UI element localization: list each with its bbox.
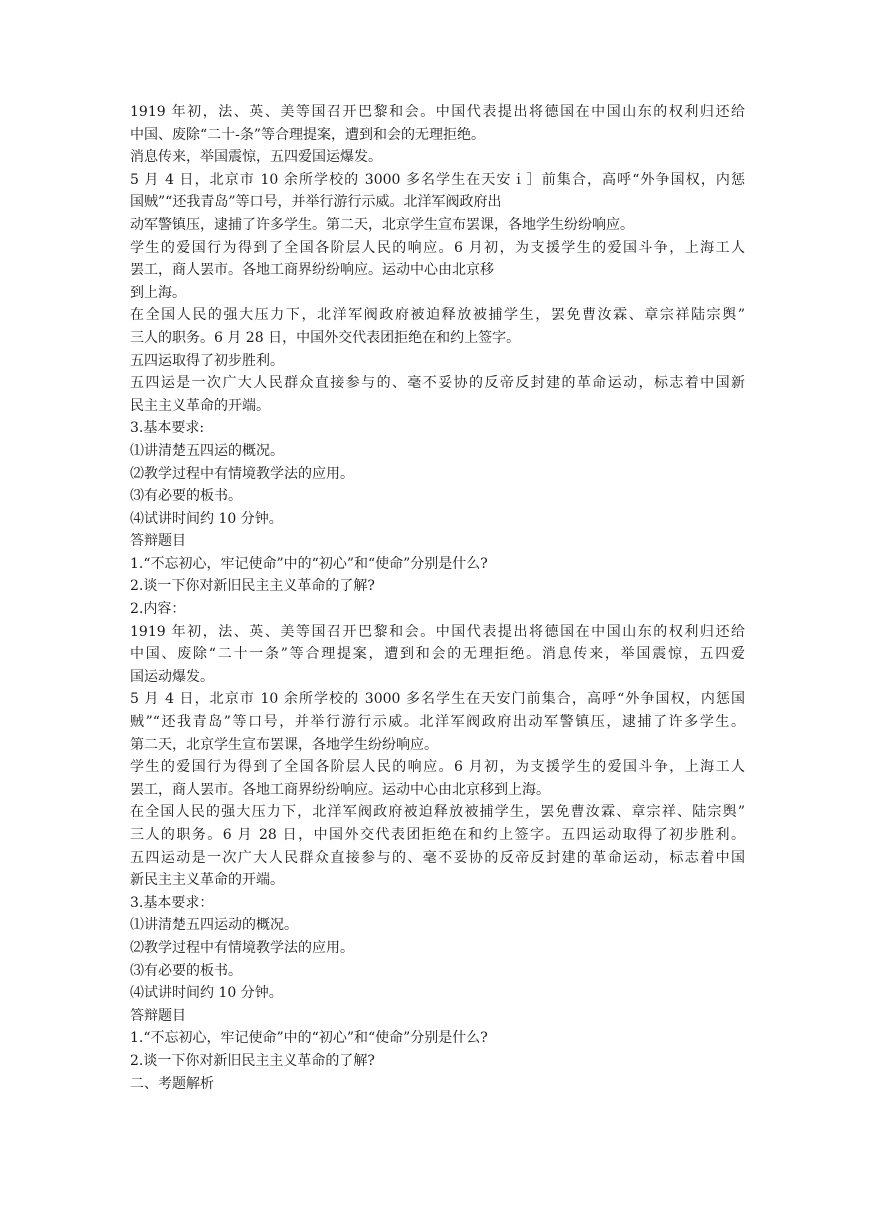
list-item: ⑴讲清楚五四运动的概况。 xyxy=(130,917,298,934)
text-line: 五四运取得了初步胜利。 xyxy=(130,352,284,369)
list-item: ⑶有必要的板书。 xyxy=(130,962,242,979)
text-line: 贼”“还我青岛”等口号，并举行游行示威。北洋军阀政府出动军警镇压，逮捕了许多学生。 xyxy=(130,714,745,731)
text-line: 在全国人民的强大压力下，北洋军阀政府被迫释放被捕学生，罢免曹汝霖、章宗祥陆宗舆” xyxy=(130,307,745,324)
list-item: ⑵教学过程中有情境教学法的应用。 xyxy=(130,939,354,956)
question-item: 1.“不忘初心，牢记使命”中的“初心”和“使命”分别是什么? xyxy=(130,1030,488,1047)
text-line: 动军警镇压，逮捕了许多学生。第二天，北京学生宣布罢课，各地学生纷纷响应。 xyxy=(130,216,634,233)
text-line: 1919 年初，法、英、美等国召开巴黎和会。中国代表提出将德国在中国山东的权利归还给 xyxy=(130,104,745,120)
section-heading: 2.内容： xyxy=(130,601,186,618)
question-item: 1.“不忘初心，牢记使命”中的“初心”和“使命”分别是什么? xyxy=(130,555,488,572)
text-line: 学生的爱国行为得到了全国各阶层人民的响应。6 月初，为支援学生的爱国斗争，上海工人 xyxy=(130,759,745,776)
section-heading: 答辩题目 xyxy=(130,533,186,550)
text-line: 在全国人民的强大压力下，北洋军阀政府被迫释放被捕学生，罢免曹汝霖、章宗祥、陆宗舆” xyxy=(130,804,745,821)
text-line: 国运动爆发。 xyxy=(130,668,214,685)
section-heading: 二、考题解析 xyxy=(130,1075,214,1092)
text-line: 消息传来，举国震惊，五四爱国运爆发。 xyxy=(130,149,382,166)
list-item: ⑶有必要的板书。 xyxy=(130,488,242,505)
list-item: ⑷试讲时间约 10 分钟。 xyxy=(130,510,283,527)
section-heading: 3.基本要求: xyxy=(130,420,205,437)
text-line: 5 月 4 日，北京市 10 余所学校的 3000 多名学生在天安ｉ］前集合，高呼“外争国权，内惩 xyxy=(130,171,745,188)
text-line: 五四运是一次广大人民群众直接参与的、毫不妥协的反帝反封建的革命运动，标志着中国新 xyxy=(130,375,745,392)
section-heading: 答辩题目 xyxy=(130,1007,186,1024)
text-line: 学生的爱国行为得到了全国各阶层人民的响应。6 月初，为支援学生的爱国斗争，上海工人 xyxy=(130,239,745,256)
text-line: 五四运动是一次广大人民群众直接参与的、毫不妥协的反帝反封建的革命运动，标志着中国 xyxy=(130,849,745,866)
text-line: 三人的职务。6 月 28 日，中国外交代表团拒绝在和约上签字。 xyxy=(130,329,521,346)
text-line: 新民主主义革命的开端。 xyxy=(130,872,284,889)
document-page xyxy=(130,101,745,1095)
text-line: 1919 年初，法、英、美等国召开巴黎和会。中国代表提出将德国在中国山东的权利归还给 xyxy=(130,623,745,640)
text-line: 中国、废除“二十一条”等合理提案，遭到和会的无理拒绝。消息传来，举国震惊，五四爱 xyxy=(130,646,745,663)
question-item: 2.谈一下你对新旧民主主义革命的了解? xyxy=(130,1052,375,1069)
list-item: ⑵教学过程中有情境教学法的应用。 xyxy=(130,465,354,482)
text-line: 三人的职务。6 月 28 日，中国外交代表团拒绝在和约上签字。五四运动取得了初步胜利。 xyxy=(130,827,745,843)
list-item: ⑷试讲时间约 10 分钟。 xyxy=(130,985,283,1002)
text-line: 罢工，商人罢市。各地工商界纷纷响应。运动中心由北京移 xyxy=(130,262,494,279)
text-line: 到上海。 xyxy=(130,284,186,301)
section-heading: 3.基本要求： xyxy=(130,894,214,911)
text-line: 5 月 4 日，北京市 10 余所学校的 3000 多名学生在天安门前集合，高呼“外争国权，内惩国 xyxy=(130,691,745,708)
text-line: 国贼”“还我青岛”等口号，并举行游行示威。北洋军阀政府出 xyxy=(130,194,502,211)
text-line: 中国、废除“二十-条”等合理提案，遭到和会的无理拒绝。 xyxy=(130,126,486,143)
question-item: 2.谈一下你对新旧民主主义革命的了解? xyxy=(130,578,375,595)
text-line: 民主主义革命的开端。 xyxy=(130,397,270,414)
text-line: 第二天，北京学生宣布罢课，各地学生纷纷响应。 xyxy=(130,736,438,753)
text-line: 罢工，商人罢市。各地工商界纷纷响应。运动中心由北京移到上海。 xyxy=(130,781,550,798)
list-item: ⑴讲清楚五四运的概况。 xyxy=(130,442,284,459)
